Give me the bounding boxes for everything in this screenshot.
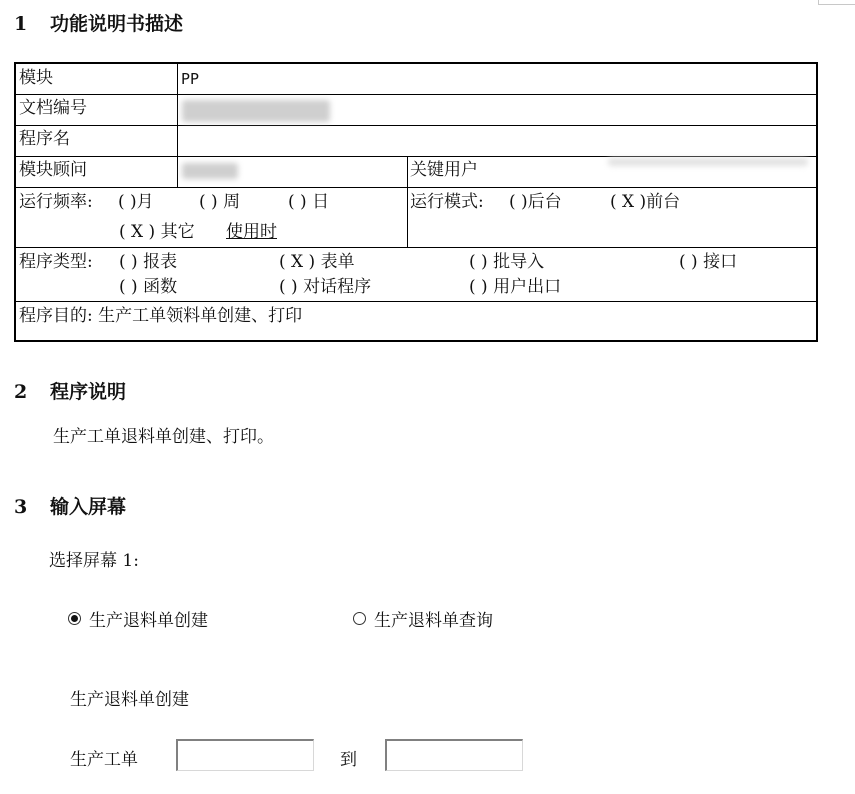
doc-number-label: 文档编号 bbox=[19, 98, 87, 118]
frequency-week: ( ) 周 bbox=[199, 192, 241, 212]
radio-query-option[interactable] bbox=[353, 606, 493, 631]
section-title: 输入屏幕 bbox=[50, 496, 127, 518]
page-edge-marker bbox=[818, 0, 855, 5]
radio-unchecked-icon[interactable] bbox=[353, 612, 366, 625]
program-type-user-exit: ( ) 用户出口 bbox=[469, 277, 562, 297]
section-number: 1 bbox=[14, 13, 28, 35]
table-rule bbox=[16, 94, 816, 95]
program-description: 生产工单退料单创建、打印。 bbox=[53, 427, 274, 447]
program-type-report: ( ) 报表 bbox=[119, 252, 178, 272]
spec-table bbox=[14, 62, 818, 342]
work-order-to-input[interactable] bbox=[385, 739, 523, 771]
program-type-label: 程序类型: bbox=[19, 252, 93, 272]
program-type-function: ( ) 函数 bbox=[119, 277, 178, 297]
module-consultant-label: 模块顾问 bbox=[19, 160, 87, 180]
run-mode-label: 运行模式: bbox=[410, 192, 484, 212]
section-3-heading bbox=[14, 492, 126, 519]
select-screen-label: 选择屏幕 1: bbox=[49, 551, 139, 571]
section-2-heading bbox=[14, 377, 126, 404]
key-user-label: 关键用户 bbox=[410, 160, 478, 180]
program-purpose: 程序目的: 生产工单领料单创建、打印 bbox=[19, 306, 303, 326]
frequency-day: ( ) 日 bbox=[288, 192, 330, 212]
section-title: 程序说明 bbox=[50, 381, 127, 403]
table-rule bbox=[407, 156, 408, 247]
module-label: 模块 bbox=[19, 68, 53, 88]
table-rule bbox=[16, 156, 816, 157]
radio-checked-icon[interactable] bbox=[68, 612, 81, 625]
program-type-form: ( X ) 表单 bbox=[279, 252, 355, 272]
table-rule bbox=[16, 125, 816, 126]
section-number: 2 bbox=[14, 381, 28, 403]
section-title: 功能说明书描述 bbox=[50, 13, 184, 35]
radio-query-label: 生产退料单查询 bbox=[374, 611, 493, 631]
redacted-key-user bbox=[608, 158, 808, 166]
radio-create-option[interactable] bbox=[68, 606, 208, 631]
program-type-batch-import: ( ) 批导入 bbox=[469, 252, 545, 272]
module-value: PP bbox=[181, 70, 200, 88]
table-rule bbox=[177, 64, 178, 187]
frequency-other-value: 使用时 bbox=[226, 222, 277, 242]
form-title: 生产退料单创建 bbox=[70, 690, 189, 710]
work-order-from-input[interactable] bbox=[176, 739, 314, 771]
section-1-heading bbox=[14, 9, 183, 36]
run-mode-background: ( )后台 bbox=[509, 192, 562, 212]
section-number: 3 bbox=[14, 496, 28, 518]
work-order-label: 生产工单 bbox=[70, 750, 138, 770]
program-name-label: 程序名 bbox=[19, 129, 70, 149]
frequency-label: 运行频率: bbox=[19, 192, 93, 212]
redacted-doc-number bbox=[182, 100, 330, 122]
redacted-consultant-name bbox=[182, 163, 238, 179]
run-mode-foreground: ( X )前台 bbox=[610, 192, 681, 212]
table-rule bbox=[16, 187, 816, 188]
radio-create-label: 生产退料单创建 bbox=[89, 611, 208, 631]
table-rule bbox=[16, 247, 816, 248]
program-type-dialog: ( ) 对话程序 bbox=[279, 277, 372, 297]
frequency-month: ( )月 bbox=[118, 192, 154, 212]
frequency-other: ( X ) 其它 bbox=[119, 222, 195, 242]
range-to-label: 到 bbox=[340, 750, 357, 770]
table-rule bbox=[16, 301, 816, 302]
program-type-interface: ( ) 接口 bbox=[679, 252, 738, 272]
